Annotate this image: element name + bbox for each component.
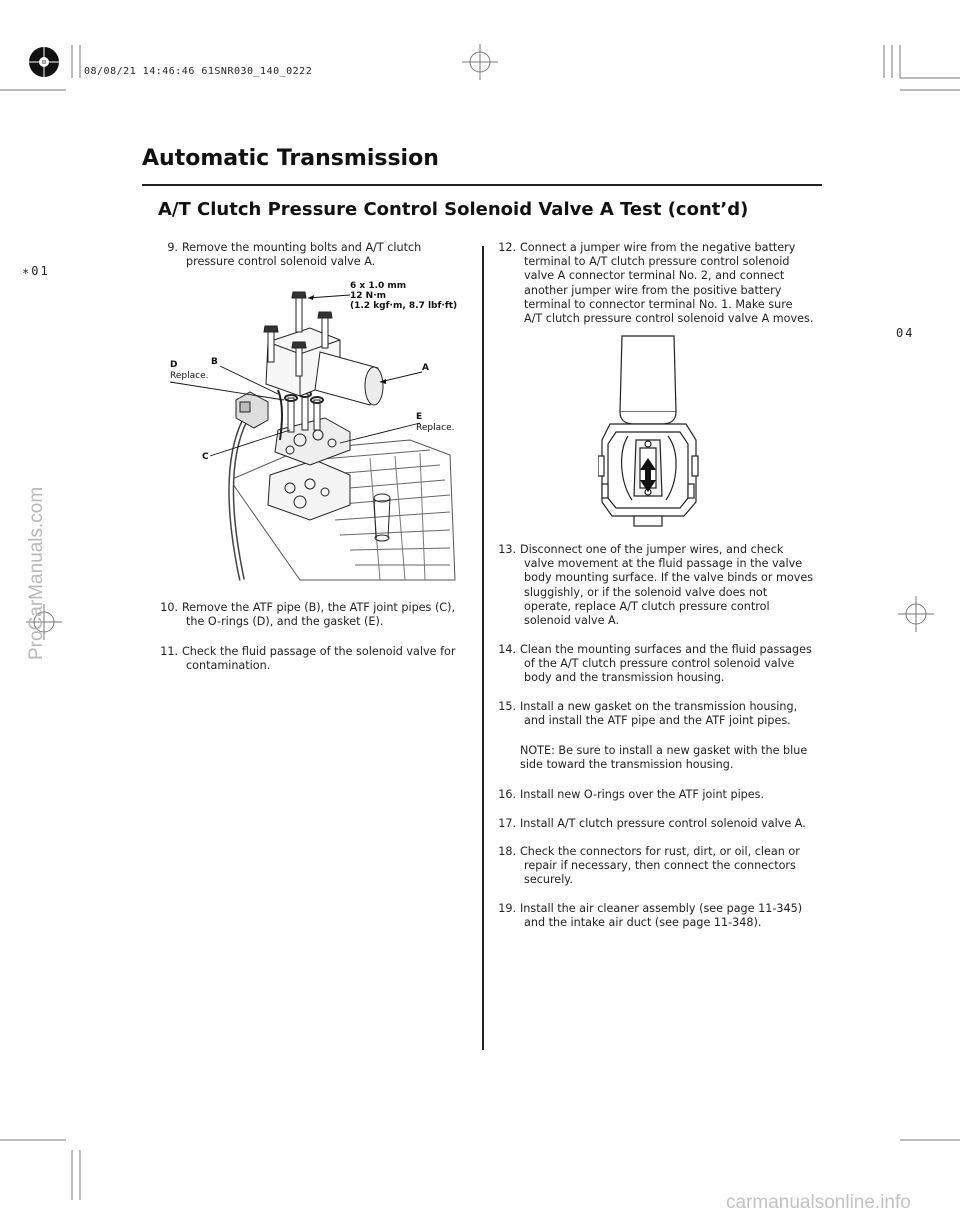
torque-bolt-size: 6 x 1.0 mm bbox=[350, 281, 407, 291]
header-rule bbox=[142, 184, 822, 186]
step-text: Clean the mounting surfaces and the fluid passages of the A/T clutch pressure control solenoid valve body and the transmission housing. bbox=[520, 643, 812, 685]
step-text: Install A/T clutch pressure control solenoid valve A. bbox=[520, 817, 806, 830]
step-number: 11. bbox=[160, 645, 178, 658]
step-number: 19. bbox=[498, 902, 516, 915]
page-title: A/T Clutch Pressure Control Solenoid Valve A Test (cont’d) bbox=[158, 199, 749, 220]
step-15 bbox=[494, 700, 814, 728]
section-title: Automatic Transmission bbox=[142, 146, 439, 171]
crosshair-icon bbox=[898, 596, 934, 632]
step-number: 18. bbox=[498, 845, 516, 858]
step-10 bbox=[156, 601, 456, 629]
step-17 bbox=[494, 817, 814, 831]
figure-label-b: B bbox=[211, 357, 218, 367]
step-text: Disconnect one of the jumper wires, and check valve movement at the fluid passage in the valve body mounting surface. If the valve binds or moves sluggishly, or if the solenoid valve does not operate, replace A/T clutch pressure control solenoid valve A. bbox=[520, 543, 814, 628]
step-text: Check the fluid passage of the solenoid valve for contamination. bbox=[182, 645, 456, 673]
step-11 bbox=[156, 645, 456, 673]
left-watermark: ProCarManuals.com bbox=[26, 486, 47, 660]
step-19 bbox=[494, 902, 814, 930]
step-text: Install a new gasket on the transmission housing, and install the ATF pipe and the ATF joint pipes. bbox=[520, 700, 798, 728]
step-16 bbox=[494, 788, 814, 802]
registration-target-icon bbox=[22, 40, 66, 84]
step-18 bbox=[494, 845, 814, 888]
figure-label-c: C bbox=[202, 452, 209, 462]
step-number: 10. bbox=[160, 601, 178, 614]
crosshair-icon bbox=[462, 44, 498, 80]
step-text: Remove the mounting bolts and A/T clutch pressure control solenoid valve A. bbox=[182, 241, 422, 269]
torque-imperial: (1.2 kgf·m, 8.7 lbf·ft) bbox=[350, 301, 458, 311]
step-number: 12. bbox=[498, 241, 516, 254]
asterisk-icon: ∗ bbox=[22, 264, 32, 278]
left-margin-code: ∗01 bbox=[22, 264, 50, 278]
step-number: 14. bbox=[498, 643, 516, 656]
figure-label-e-note: Replace. bbox=[416, 423, 455, 433]
step-text: Connect a jumper wire from the negative battery terminal to A/T clutch pressure control solenoid valve A connector terminal No. 2, and connect another jumper wire from the positive battery terminal to connector terminal No. 1. Make sure A/T clutch pressure control solenoid valve A moves. bbox=[520, 241, 814, 326]
torque-nm: 12 N·m bbox=[350, 291, 386, 301]
note-text: NOTE: Be sure to install a new gasket with the blue side toward the transmission housing. bbox=[520, 744, 808, 772]
figure-label-d-note: Replace. bbox=[170, 371, 209, 381]
step-text: Install new O-rings over the ATF joint pipes. bbox=[520, 788, 765, 801]
step-9 bbox=[156, 241, 456, 269]
print-stamp: 08/08/21 14:46:46 61SNR030_140_0222 bbox=[84, 66, 313, 77]
right-margin-code: 04 bbox=[896, 326, 915, 340]
figure-torque-spec bbox=[350, 281, 457, 311]
column-divider bbox=[482, 246, 484, 1050]
figure-label-d: D bbox=[170, 360, 178, 370]
step-12 bbox=[494, 241, 814, 326]
step-number: 15. bbox=[498, 700, 516, 713]
step-number: 9. bbox=[167, 241, 178, 254]
step-number: 13. bbox=[498, 543, 516, 556]
step-number: 17. bbox=[498, 817, 516, 830]
step-13 bbox=[494, 543, 814, 628]
step-text: Remove the ATF pipe (B), the ATF joint pipes (C), the O-rings (D), and the gasket (E). bbox=[182, 601, 456, 629]
step-14 bbox=[494, 643, 814, 686]
figure-label-e: E bbox=[416, 412, 423, 422]
solenoid-movement-figure bbox=[598, 332, 708, 528]
step-number: 16. bbox=[498, 788, 516, 801]
step-text: Check the connectors for rust, dirt, or oil, clean or repair if necessary, then connect the connectors securely. bbox=[520, 845, 800, 887]
bottom-watermark: carmanualsonline.info bbox=[726, 1192, 911, 1213]
step-text: Install the air cleaner assembly (see page 11-345) and the intake air duct (see page 11-348). bbox=[520, 902, 803, 930]
figure-label-a: A bbox=[422, 363, 429, 373]
step-15-note bbox=[520, 744, 810, 772]
